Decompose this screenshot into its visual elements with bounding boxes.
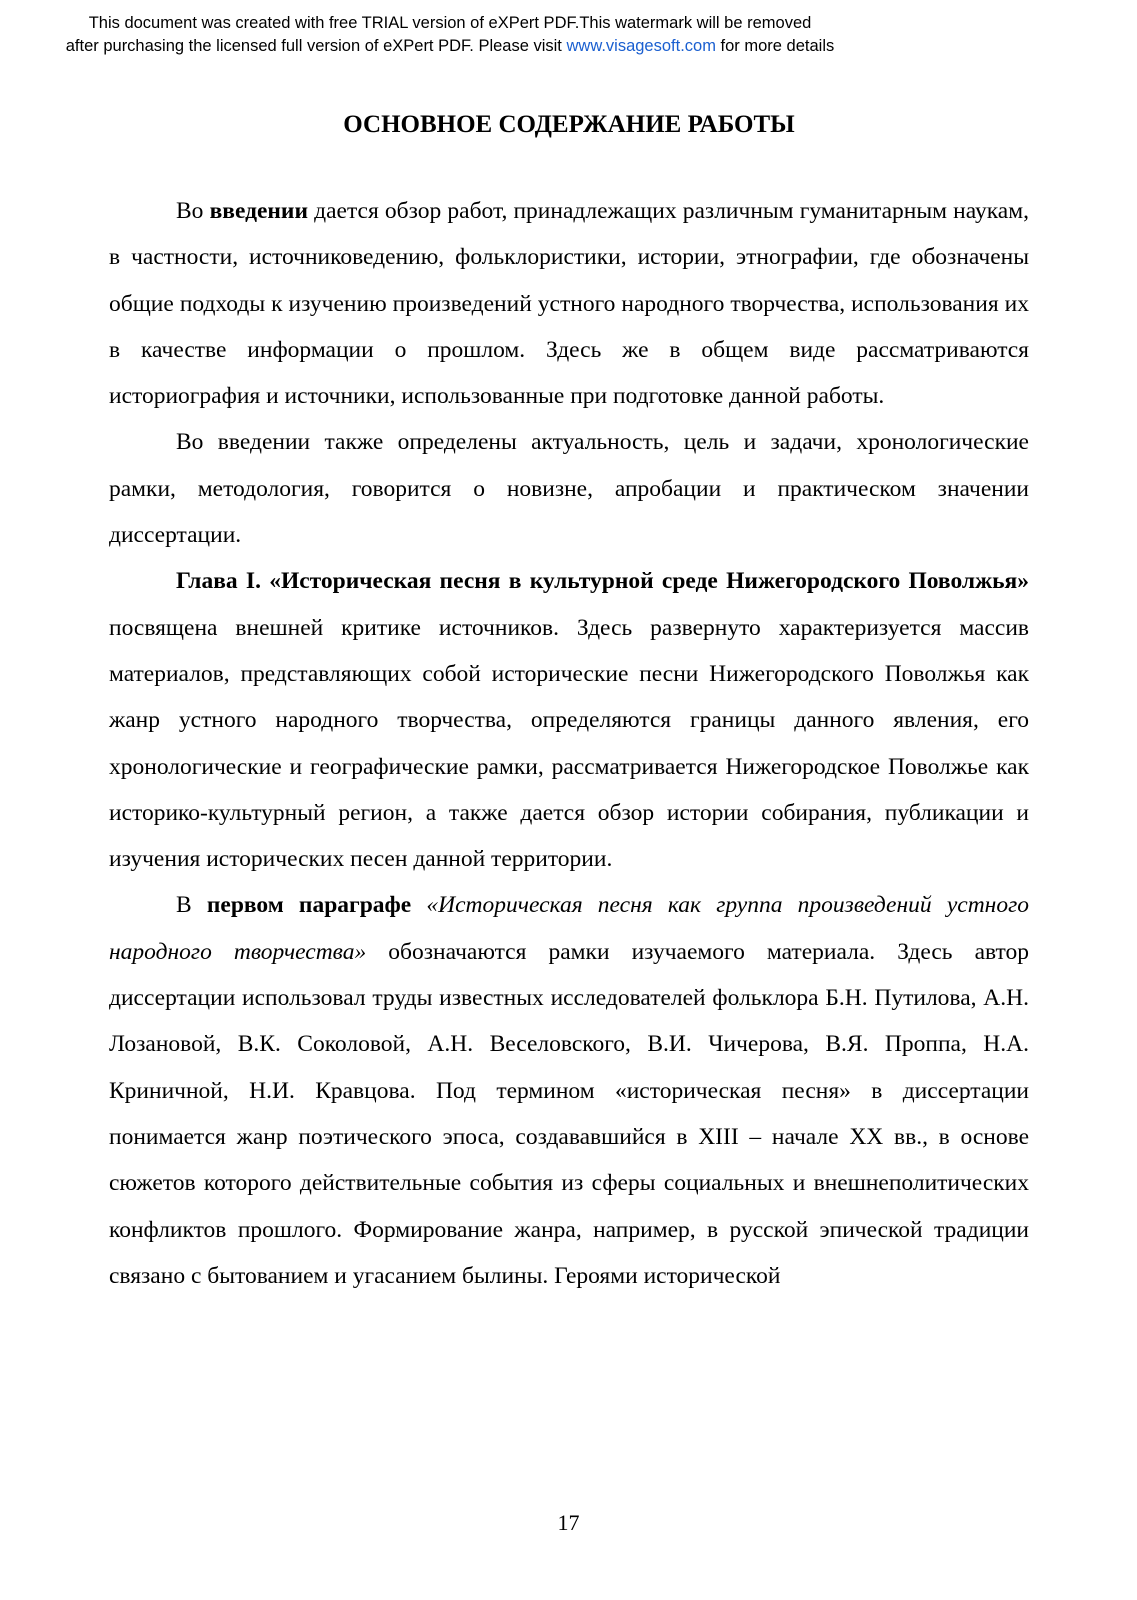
paragraph-introduction [109,188,1029,419]
document-page [109,100,1029,1299]
page-title: ОСНОВНОЕ СОДЕРЖАНИЕ РАБОТЫ [343,111,795,138]
first-section-bold-term: первом параграфе [206,892,412,919]
chapter-one-heading: Глава I. «Историческая песня в культурной среде Нижегородского Поволжья» [176,568,1029,595]
first-section-italic-title: «Историческая песня как группа произведений устного народного творчества» [109,892,1029,965]
paragraph-introduction-goals: Во введении также определены актуальность, цель и задачи, хронологические рамки, методология, говорится о новизне, апробации и практическом значении диссертации. [109,429,1029,549]
first-section-text: обозначаются рамки изучаемого материала. Здесь автор диссертации использовал труды известных исследователей фольклора Б.Н. Путилова, А.Н. Лозановой, В.К. Соколовой, А.Н. Веселовского, В.И. Чичерова, В.Я. Проппа, Н.А. Криничной, Н.И. Кравцова. Под термином «историческая песня» в диссертации понимается жанр поэтического эпоса, создававшийся в XIII – начале XX вв., в основе сюжетов которого действительные события из сферы социальных и внешнеполитических конфликтов прошлого. Формирование жанра, например, в русской эпической традиции связано с бытованием и угасанием былины. Героями исторической [109,938,1029,1289]
watermark-line-1: This document was created with free TRIAL version of eXPert PDF.This watermark will be removed [88,14,812,32]
page-number: 17 [557,1510,580,1535]
document-body [109,188,1029,1299]
paragraph-chapter-one [109,558,1029,882]
chapter-one-text: посвящена внешней критике источников. Здесь развернуто характеризуется массив материалов, представляющих собой исторические песни Нижегородского Поволжья как жанр устного народного творчества, определяются границы данного явления, его хронологические и географические рамки, рассматривается Нижегородское Поволжье как историко-культурный регион, а также дается обзор истории собирания, публикации и изучения исторических песен данной территории. [109,614,1029,873]
intro-lead-text: Во [176,198,210,224]
first-section-lead: В [176,892,207,919]
intro-bold-term: введении [209,198,309,224]
paragraph-first-section [109,882,1029,1299]
trial-watermark [0,12,900,58]
intro-text: дается обзор работ, принадлежащих различным гуманитарным наукам, в частности, источниковедению, фольклористики, истории, этнографии, где обозначены общие подходы к изучению произведений устного народного творчества, использования их в качестве информации о прошлом. Здесь же в общем виде рассматриваются историография и источники, использованные при подготовке данной работы. [109,198,1029,410]
first-section-space [411,892,426,918]
watermark-text-after-link: for more details [715,37,835,55]
watermark-line-2 [0,35,900,58]
watermark-text-before-link: after purchasing the licensed full version of eXPert PDF. Please visit [65,37,567,55]
visagesoft-link[interactable]: www.visagesoft.com [566,37,716,55]
